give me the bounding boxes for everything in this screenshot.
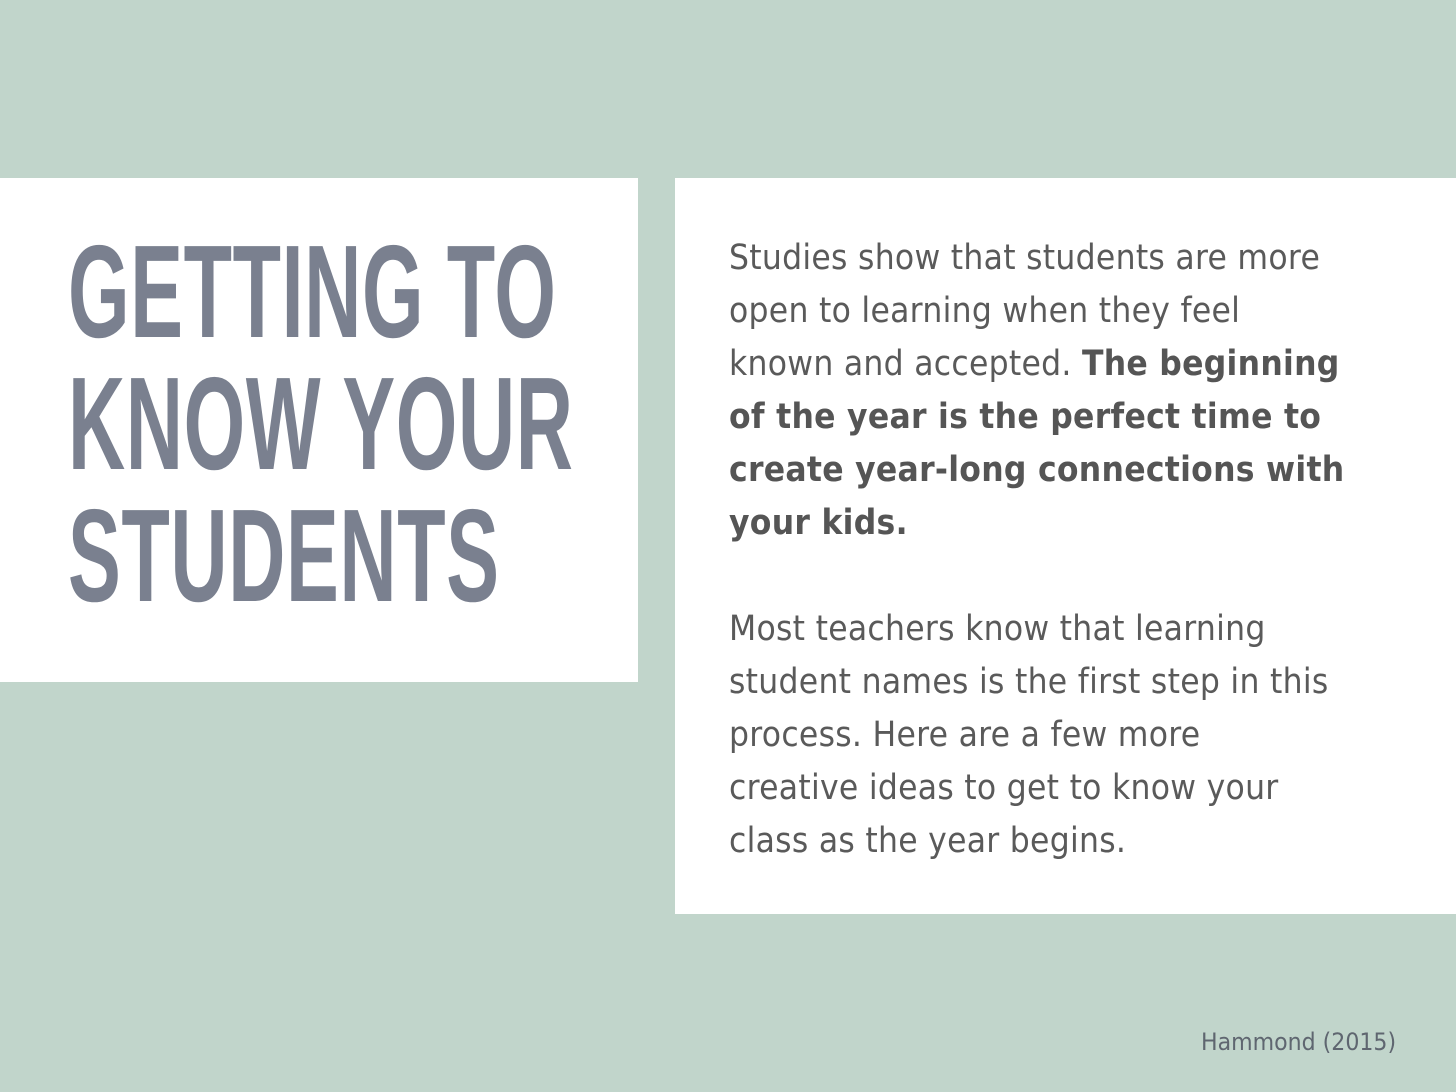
body-text xyxy=(729,232,1419,868)
paragraph-1-regular-text: known and accepted. xyxy=(729,344,1082,384)
paragraph-gap xyxy=(729,550,1419,603)
paragraph-1-bold-line: of the year is the perfect time to xyxy=(729,397,1322,437)
paragraph-1-line: open to learning when they feel xyxy=(729,291,1241,331)
paragraph-1-bold-line: create year-long connections with xyxy=(729,450,1345,490)
paragraph-1-bold-line: your kids. xyxy=(729,503,908,543)
paragraph-1-line: Studies show that students are more xyxy=(729,238,1321,278)
slide-title xyxy=(68,218,574,629)
paragraph-1-line xyxy=(729,338,1350,391)
paragraph-2-line: student names is the first step in this xyxy=(729,662,1329,702)
title-line: GETTING TO xyxy=(68,218,557,365)
title-line: KNOW YOUR xyxy=(68,350,574,497)
paragraph-2-line: class as the year begins. xyxy=(729,821,1127,861)
paragraph-1-bold-text: The beginning xyxy=(1081,344,1340,384)
paragraph-2-line: process. Here are a few more xyxy=(729,715,1201,755)
paragraph-2-line: Most teachers know that learning xyxy=(729,609,1266,649)
citation: Hammond (2015) xyxy=(1200,1028,1396,1056)
paragraph-2-line: creative ideas to get to know your xyxy=(729,768,1279,808)
title-line: STUDENTS xyxy=(68,482,500,629)
